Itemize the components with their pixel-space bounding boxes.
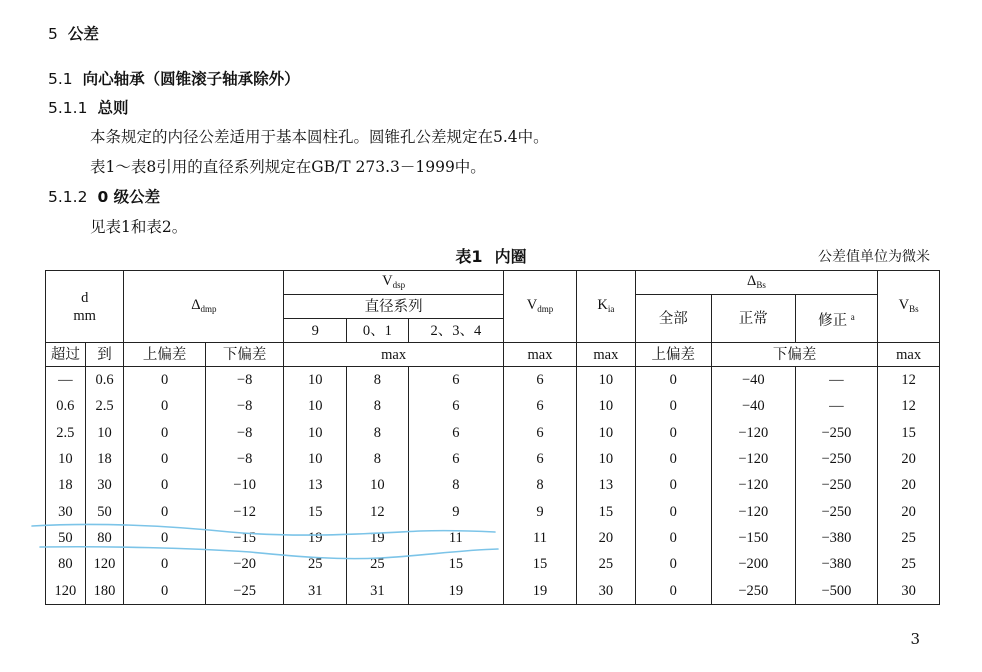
cell-dbs-normal: −120	[711, 498, 795, 524]
cell-vdmp: 9	[503, 498, 576, 524]
cell-dbs-modified: −250	[795, 446, 878, 472]
cell-lower: −10	[205, 472, 283, 498]
cell-vdmp: 19	[503, 577, 576, 604]
cell-vdsp-9: 10	[284, 367, 347, 394]
cell-upper: 0	[124, 367, 206, 394]
cell-upper: 0	[124, 551, 206, 577]
heading-5-1-1: 5.1.1 总则	[48, 99, 129, 117]
cell-upper: 0	[124, 498, 206, 524]
cell-kia: 15	[577, 498, 636, 524]
cell-over: 10	[46, 446, 86, 472]
cell-to: 180	[85, 577, 124, 604]
cell-vdsp-9: 15	[284, 498, 347, 524]
cell-over: 18	[46, 472, 86, 498]
cell-dbs-modified: −380	[795, 551, 878, 577]
cell-dbs-all: 0	[635, 472, 711, 498]
paragraph-scope: 本条规定的内径公差适用于基本圆柱孔。圆锥孔公差规定在5.4中。	[90, 128, 549, 146]
subheader-lower-bs: 下偏差	[711, 343, 877, 367]
cell-to: 30	[85, 472, 124, 498]
cell-dbs-normal: −120	[711, 472, 795, 498]
cell-upper: 0	[124, 393, 206, 419]
cell-dbs-normal: −150	[711, 525, 795, 551]
paragraph-see-tables: 见表1和表2。	[90, 218, 188, 236]
cell-dbs-normal: −250	[711, 577, 795, 604]
cell-kia: 25	[577, 551, 636, 577]
header-series-2-3-4: 2、3、4	[408, 319, 503, 343]
header-d: d mm	[46, 271, 124, 343]
cell-vdsp-0-1: 12	[347, 498, 409, 524]
cell-vdsp-9: 10	[284, 446, 347, 472]
cell-vbs: 25	[878, 551, 940, 577]
subheader-max-kia: max	[577, 343, 636, 367]
cell-lower: −20	[205, 551, 283, 577]
cell-vdmp: 11	[503, 525, 576, 551]
subheader-upper: 上偏差	[124, 343, 206, 367]
cell-vdsp-9: 10	[284, 420, 347, 446]
heading-5: 5 公差	[48, 25, 99, 43]
subheader-to: 到	[85, 343, 124, 367]
header-diameter-series: 直径系列	[284, 295, 504, 319]
heading-5-1: 5.1 向心轴承（圆锥滚子轴承除外）	[48, 70, 300, 88]
cell-vdsp-2-3-4: 6	[408, 446, 503, 472]
cell-over: 50	[46, 525, 86, 551]
cell-vdmp: 15	[503, 551, 576, 577]
header-normal: 正常	[711, 295, 795, 343]
cell-vdsp-2-3-4: 6	[408, 393, 503, 419]
cell-dbs-modified: −380	[795, 525, 878, 551]
cell-kia: 10	[577, 420, 636, 446]
cell-dbs-modified: −500	[795, 577, 878, 604]
cell-over: 0.6	[46, 393, 86, 419]
cell-lower: −8	[205, 367, 283, 394]
cell-dbs-modified: —	[795, 367, 878, 394]
cell-to: 10	[85, 420, 124, 446]
header-delta-dmp: $\Delta_{dmp}$	[124, 271, 284, 343]
cell-kia: 10	[577, 393, 636, 419]
table-row	[46, 472, 940, 498]
header-modified: 修正 $^a$	[795, 295, 878, 343]
header-v-bs: $V_{Bs}$	[878, 271, 940, 343]
cell-vdmp: 6	[503, 446, 576, 472]
cell-vbs: 20	[878, 472, 940, 498]
cell-vbs: 15	[878, 420, 940, 446]
cell-kia: 13	[577, 472, 636, 498]
tolerance-table	[45, 270, 940, 605]
cell-kia: 10	[577, 367, 636, 394]
cell-to: 50	[85, 498, 124, 524]
header-v-dsp: $V_{dsp}$	[284, 271, 504, 295]
cell-vdsp-9: 31	[284, 577, 347, 604]
cell-vdsp-2-3-4: 6	[408, 367, 503, 394]
cell-vdsp-2-3-4: 8	[408, 472, 503, 498]
cell-dbs-modified: −250	[795, 498, 878, 524]
cell-vdsp-0-1: 8	[347, 446, 409, 472]
table-row	[46, 420, 940, 446]
subheader-max-vbs: max	[878, 343, 940, 367]
cell-vbs: 30	[878, 577, 940, 604]
cell-kia: 30	[577, 577, 636, 604]
subheader-lower: 下偏差	[205, 343, 283, 367]
cell-dbs-modified: —	[795, 393, 878, 419]
cell-vbs: 20	[878, 446, 940, 472]
cell-over: 2.5	[46, 420, 86, 446]
table-row	[46, 446, 940, 472]
cell-vdsp-2-3-4: 15	[408, 551, 503, 577]
cell-lower: −8	[205, 420, 283, 446]
table-row	[46, 498, 940, 524]
cell-dbs-all: 0	[635, 551, 711, 577]
cell-over: 30	[46, 498, 86, 524]
cell-vdsp-0-1: 8	[347, 420, 409, 446]
cell-dbs-modified: −250	[795, 472, 878, 498]
cell-dbs-all: 0	[635, 420, 711, 446]
cell-vdsp-0-1: 19	[347, 525, 409, 551]
cell-vdsp-0-1: 25	[347, 551, 409, 577]
cell-dbs-all: 0	[635, 367, 711, 394]
cell-vbs: 20	[878, 498, 940, 524]
cell-to: 80	[85, 525, 124, 551]
cell-dbs-all: 0	[635, 393, 711, 419]
cell-vdsp-2-3-4: 9	[408, 498, 503, 524]
cell-dbs-all: 0	[635, 577, 711, 604]
cell-upper: 0	[124, 420, 206, 446]
cell-kia: 10	[577, 446, 636, 472]
cell-dbs-modified: −250	[795, 420, 878, 446]
cell-vdsp-0-1: 31	[347, 577, 409, 604]
header-k-ia: $K_{ia}$	[577, 271, 636, 343]
table-caption: 表1 内圈	[455, 247, 527, 266]
subheader-max-vdmp: max	[503, 343, 576, 367]
cell-lower: −12	[205, 498, 283, 524]
table-row	[46, 551, 940, 577]
cell-lower: −15	[205, 525, 283, 551]
cell-dbs-all: 0	[635, 498, 711, 524]
cell-vdsp-2-3-4: 11	[408, 525, 503, 551]
cell-vdmp: 6	[503, 420, 576, 446]
cell-lower: −8	[205, 446, 283, 472]
cell-over: 120	[46, 577, 86, 604]
cell-vdsp-0-1: 8	[347, 393, 409, 419]
cell-dbs-normal: −120	[711, 446, 795, 472]
header-series-9: 9	[284, 319, 347, 343]
cell-upper: 0	[124, 446, 206, 472]
cell-kia: 20	[577, 525, 636, 551]
cell-vbs: 12	[878, 393, 940, 419]
cell-lower: −8	[205, 393, 283, 419]
header-v-dmp: $V_{dmp}$	[503, 271, 576, 343]
cell-vdmp: 8	[503, 472, 576, 498]
cell-upper: 0	[124, 525, 206, 551]
heading-5-1-2: 5.1.2 0 级公差	[48, 188, 161, 206]
cell-dbs-all: 0	[635, 525, 711, 551]
cell-dbs-normal: −40	[711, 367, 795, 394]
cell-upper: 0	[124, 472, 206, 498]
cell-dbs-normal: −40	[711, 393, 795, 419]
cell-to: 18	[85, 446, 124, 472]
table-row	[46, 367, 940, 394]
cell-vdsp-2-3-4: 19	[408, 577, 503, 604]
header-series-0-1: 0、1	[347, 319, 409, 343]
table-row	[46, 525, 940, 551]
cell-lower: −25	[205, 577, 283, 604]
paragraph-series-ref: 表1～表8引用的直径系列规定在GB/T 273.3－1999中。	[90, 158, 486, 176]
header-all: 全部	[635, 295, 711, 343]
cell-vdmp: 6	[503, 393, 576, 419]
cell-vdmp: 6	[503, 367, 576, 394]
cell-vdsp-9: 25	[284, 551, 347, 577]
subheader-over: 超过	[46, 343, 86, 367]
cell-vdsp-0-1: 10	[347, 472, 409, 498]
cell-vdsp-9: 13	[284, 472, 347, 498]
cell-vdsp-9: 19	[284, 525, 347, 551]
table-body	[46, 367, 940, 605]
cell-vbs: 12	[878, 367, 940, 394]
cell-upper: 0	[124, 577, 206, 604]
subheader-max-vdsp: max	[284, 343, 504, 367]
cell-over: 80	[46, 551, 86, 577]
cell-dbs-normal: −120	[711, 420, 795, 446]
unit-note: 公差值单位为微米	[818, 249, 930, 265]
cell-vdsp-0-1: 8	[347, 367, 409, 394]
cell-to: 120	[85, 551, 124, 577]
table-row	[46, 577, 940, 604]
cell-to: 2.5	[85, 393, 124, 419]
page-number: 3	[910, 630, 920, 648]
subheader-upper-bs: 上偏差	[635, 343, 711, 367]
table-row	[46, 393, 940, 419]
cell-vdsp-2-3-4: 6	[408, 420, 503, 446]
cell-vbs: 25	[878, 525, 940, 551]
cell-to: 0.6	[85, 367, 124, 394]
cell-dbs-normal: −200	[711, 551, 795, 577]
cell-dbs-all: 0	[635, 446, 711, 472]
cell-over: —	[46, 367, 86, 394]
cell-vdsp-9: 10	[284, 393, 347, 419]
header-delta-bs: $\Delta_{Bs}$	[635, 271, 878, 295]
